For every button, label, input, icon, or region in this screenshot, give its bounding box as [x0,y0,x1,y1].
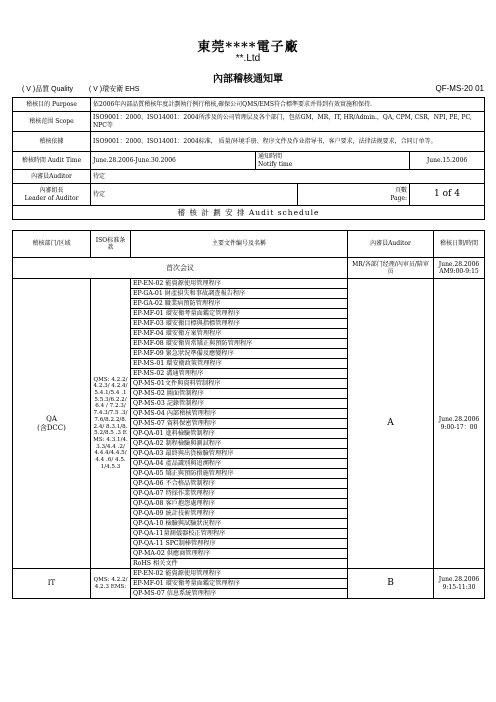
qa-doc-item: QP-QA-02 制程檢驗與測試程序 [131,439,348,449]
it-dept-cell [13,569,91,599]
qa-doc-item: EP-MF-09 緊急狀況準備及應變程序 [131,349,348,359]
it-doc-item: EP-MF-01 環安衛考量面鑑定管理程序 [131,579,348,589]
qa-row [13,279,485,289]
qa-auditor: A [348,279,434,569]
qa-doc-item: EP-MF-01 環安衛考量面鑑定管理程序 [131,309,348,319]
qa-doc-item: QP-QA-05 矯正與預防措施管理程序 [131,469,348,479]
scope-label: 稽核范围 Scope [13,112,91,132]
page-label-en: Page: [390,194,407,202]
qa-dept-cell [13,279,91,569]
qa-dept-name: QA [46,415,57,424]
it-auditor: B [348,569,434,599]
company-sub: **.Ltd [235,53,261,64]
page-label-cn: 頁數 [394,187,407,195]
it-time: June.28.2006 9:15-11:30 [434,569,485,599]
opening-meeting-time: June.28.2006 AM9:00-9:15 [434,258,485,279]
opening-meeting-auditor: MR/各部门经理/內审员/陪审员 [348,258,434,279]
qa-doc-item: QP-MS-07 資料保密管理程序 [131,419,348,429]
col-dept-header: 稽核部门/区域 [13,231,91,258]
qa-doc-item: QP-QA-04 產品識別與追溯程序 [131,459,348,469]
qa-section [13,279,485,569]
col-clause-header: ISO标准条款 [91,231,131,258]
qa-doc-item: EP-GA-01 財產損失和事故調查報告程序 [131,289,348,299]
it-doc-item: QP-MS-07 信息系統管理程序 [131,589,348,599]
audit-time-value: June.28.2006-June.30.2006 [91,152,256,170]
it-dept-name: IT [47,579,56,588]
qa-doc-item: QP-QA-08 客戶抱怨處理程序 [131,499,348,509]
header-meta-row [12,84,484,94]
purpose-value: 依2006年內部品質稽核年度計劃執行例行稽核,確保公司QMS/EMS符合標準要求并得到有效實施和保持. [91,98,485,112]
scope-value: ISO9001：2000、ISO14001：2004所涉及的公司管理层及各个部门，包括GM，MR，IT, HR/Admin.，QA, CPM, CSR，NPI, PE, PC, NPC等 [91,112,485,132]
qa-dept-sub: (含DCC) [37,423,66,432]
info-table [12,97,485,220]
qa-clauses: QMS: 4.2.2/4.2.3/ 4.2.4/5.4.1/5.4 .1 5.5.3/6.2.2/6.4 / 7.2.3/7.4.3/7.5 .3/ 7.6/8.2.2/8.2.4/ 8.3.1/8.5.2/8.5 .3 EMS: 4.3.1/4.3.3/4.4 .2/ 4.4.4/4.4.5/4.4 .6/ 4.5.1/4.5.3 [91,279,131,569]
it-row [13,569,485,579]
col-auditor-header: 內審員Auditor [348,231,434,258]
qa-doc-item: QP-QA-06 不合格品管制程序 [131,479,348,489]
schedule-title: 稽 核 計 劃 安 排 Audit schedule [13,206,485,220]
qa-doc-item: QP-QA-11 SPC制棒管理程序 [131,539,348,549]
qa-doc-item: EP-GA-02 職業病預防管理程序 [131,299,348,309]
document-title: 內部稽核通知單 [213,74,283,85]
notify-value: June.15.2006 [410,152,485,170]
qa-doc-item: QP-QA-01 進料檢驗管制程序 [131,429,348,439]
leader-label-cn: 內審組長 [39,187,64,195]
col-docs-header: 主要文件编号及名稱 [131,231,348,258]
qa-doc-item: EP-MS-01 環安衛政策管理程序 [131,359,348,369]
qa-doc-item: QP-MS-03 記錄管制程序 [131,399,348,409]
auditor-label: 內審員Auditor [13,170,91,184]
qa-doc-item: QP-QA-10 檢驗與試驗狀況程序 [131,519,348,529]
qa-doc-item: QP-QA-07 特採作業管理程序 [131,489,348,499]
page-label [298,184,410,206]
purpose-label: 稽核目的 Purpose [13,98,91,112]
qa-doc-item: QP-MA-02 供應商管理程序 [131,549,348,559]
doc-number: QF-MS-20 01 [435,84,484,93]
schedule-table [12,230,485,599]
it-doc-item: EP-EN-02 能資源使用管理程序 [131,569,348,579]
it-clauses: QMS: 4.2.2/4.2.3 EMS: [91,569,131,599]
it-section [13,569,485,599]
qa-doc-item: QP-QA-03 最終與出貨檢驗管理程序 [131,449,348,459]
page-value: 1 of 4 [410,184,485,206]
notify-label [256,152,410,170]
qa-doc-item: EP-MF-04 環安衛方案管理程序 [131,329,348,339]
qa-doc-item: QP-MS-04 內部稽核管理程序 [131,409,348,419]
qa-doc-item: QP-QA-11量測儀器校正管理程序 [131,529,348,539]
qa-doc-item: EP-MF-03 環安衛目標與指標管理程序 [131,319,348,329]
qa-doc-item: QP-MS-02 圖面管制程序 [131,389,348,399]
company-name: 東莞****電子廠 [197,40,299,55]
quality-label: ( V )品質 Quality [22,86,73,93]
qa-doc-item: EP-MS-02 溝通管理程序 [131,369,348,379]
leader-label-en: Leader of Auditor [24,194,79,202]
qa-doc-item: QP-MS-01文件與資料管制程序 [131,379,348,389]
opening-meeting-label: 首次会议 [13,258,348,279]
auditor-value: 待定 [91,170,485,184]
leader-label [13,184,91,206]
audit-time-label: 稽核時間 Audit Time [13,152,91,170]
ehs-label: ( V )環安衛 EHS [88,86,140,93]
qa-time: June.28.2006 9:00-17：00 [434,279,485,569]
qa-doc-item: QP-QA-09 統計技術管理程序 [131,509,348,519]
leader-value: 待定 [91,184,298,206]
qa-doc-item: EP-EN-02 能資源使用管理程序 [131,279,348,289]
basis-value: ISO9001：2000、ISO14001：2004标准， 质量/环境手册、程序文件及作业指导书，客户要求，法律法规要求，合同订单等。 [91,132,485,152]
qa-doc-item: RoHS 相关文件 [131,559,348,569]
qa-doc-item: EP-MF-08 環安衛異常矯正與預防管理程序 [131,339,348,349]
notify-label-cn: 通知時間 [258,153,283,161]
col-time-header: 稽核日期/時間 [434,231,485,258]
notify-label-en: Notify time [258,160,293,168]
basis-label: 稽核依據 [13,132,91,152]
